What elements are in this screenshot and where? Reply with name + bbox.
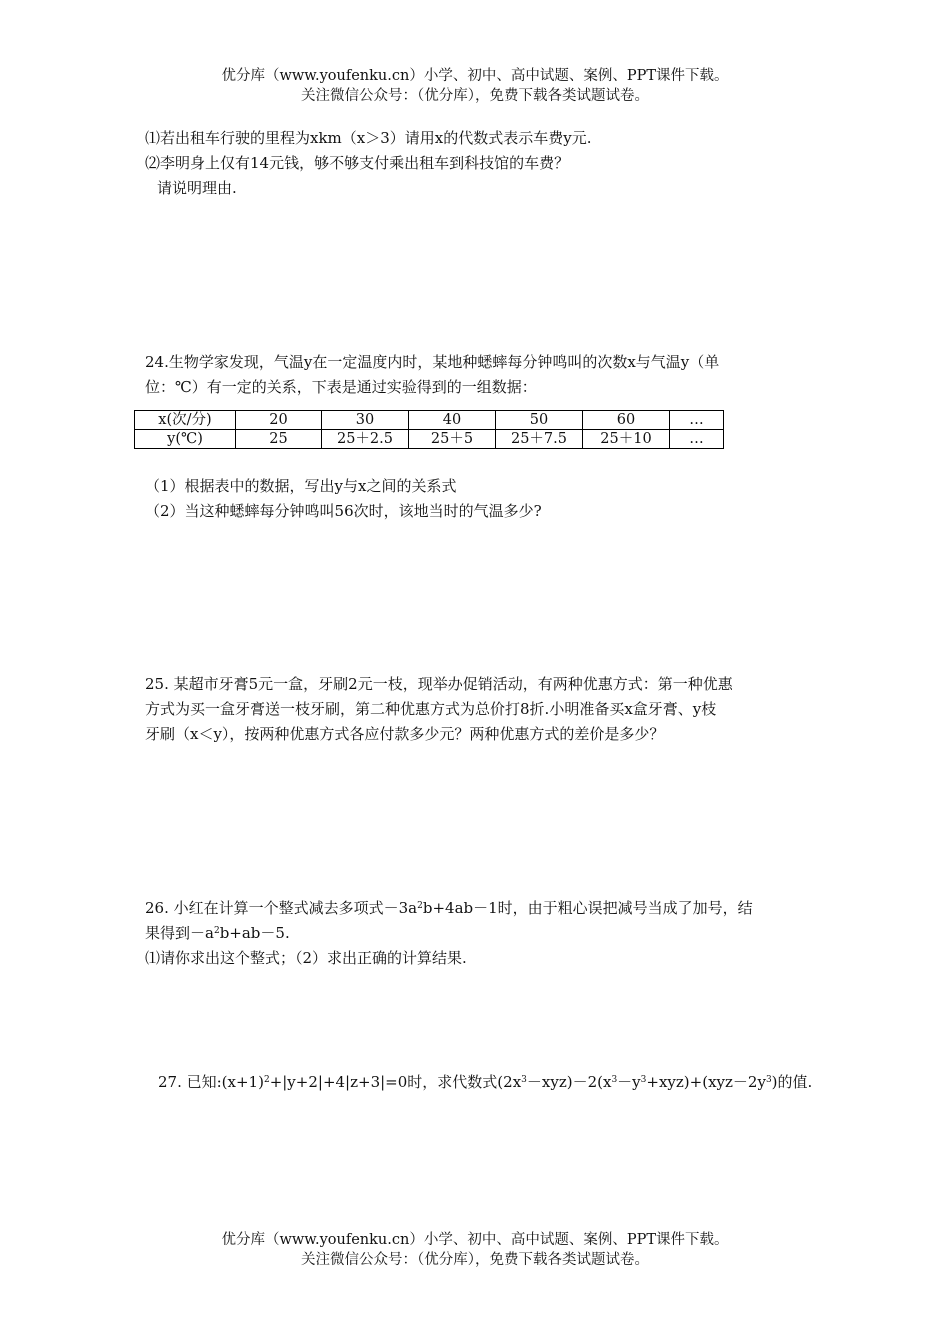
table-cell: 50 xyxy=(496,411,583,430)
data-table xyxy=(134,410,724,449)
question-24 xyxy=(145,350,810,400)
table-cell: … xyxy=(670,411,724,430)
footer-line-2: 关注微信公众号：（优分库），免费下载各类试题试卷。 xyxy=(301,1252,649,1268)
page-footer xyxy=(0,1230,950,1270)
q23-part-3: 请说明理由. xyxy=(157,179,237,197)
q24-line-2: 位：℃）有一定的关系，下表是通过实验得到的一组数据： xyxy=(145,378,537,396)
header-line-2: 关注微信公众号：（优分库），免费下载各类试题试卷。 xyxy=(301,88,649,104)
question-25 xyxy=(145,672,810,747)
q24-subquestions xyxy=(145,474,810,524)
q25-line-2: 方式为买一盒牙膏送一枝牙刷，第二种优惠方式为总价打8折.小明准备买x盒牙膏、y枝 xyxy=(145,700,717,718)
question-26 xyxy=(145,896,810,971)
q26-line-2: 果得到$-a^2b+ab-5$. xyxy=(145,924,290,942)
q23-part-1: ⑴若出租车行驶的里程为xkm（x＞3）请用x的代数式表示车费y元. xyxy=(145,129,592,147)
table-cell: 25＋7.5 xyxy=(496,430,583,449)
table-cell: 40 xyxy=(409,411,496,430)
table-cell: 25＋10 xyxy=(583,430,670,449)
table-cell: 25 xyxy=(236,430,322,449)
q24-line-1: 24.生物学家发现，气温y在一定温度内时，某地种蟋蟀每分钟鸣叫的次数x与气温y（单 xyxy=(145,353,720,371)
q27-line: 27. 已知$:(x+1)^2+|y+2|+4|z+3|=0$时，求代数式$(2x^3-xyz)-2(x^3-y^3+xyz)+(xyz-2y^3)$的值. xyxy=(158,1073,813,1091)
table-cell: 60 xyxy=(583,411,670,430)
table-cell: 20 xyxy=(236,411,322,430)
q25-line-1: 25. 某超市牙膏5元一盒，牙刷2元一枝，现举办促销活动，有两种优惠方式：第一种优惠 xyxy=(145,675,733,693)
table-row-y xyxy=(135,430,724,449)
table-cell: 30 xyxy=(322,411,409,430)
question-23 xyxy=(145,126,810,201)
header-line-1: 优分库（www.youfenku.cn）小学、初中、高中试题、案例、PPT课件下载。 xyxy=(221,68,729,84)
q26-line-1: 26. 小红在计算一个整式减去多项式$-3a^2b+4ab-1$时，由于粗心误把减号当成了加号，结 xyxy=(145,899,753,917)
footer-line-1: 优分库（www.youfenku.cn）小学、初中、高中试题、案例、PPT课件下载。 xyxy=(221,1232,729,1248)
q26-line-3: ⑴请你求出这个整式；（2）求出正确的计算结果. xyxy=(145,949,467,967)
table-row-x xyxy=(135,411,724,430)
table-cell: 25＋5 xyxy=(409,430,496,449)
q24-sub-2: （2）当这种蟋蟀每分钟鸣叫56次时，该地当时的气温多少? xyxy=(145,502,542,520)
q25-line-3: 牙刷（x＜y），按两种优惠方式各应付款多少元？两种优惠方式的差价是多少？ xyxy=(145,725,665,743)
table-cell: … xyxy=(670,430,724,449)
q24-sub-1: （1）根据表中的数据，写出y与x之间的关系式 xyxy=(145,477,457,495)
table-cell: 25＋2.5 xyxy=(322,430,409,449)
question-27 xyxy=(158,1070,823,1095)
table-cell: y(℃) xyxy=(135,430,236,449)
page-header xyxy=(0,66,950,106)
table-cell: x(次/分) xyxy=(135,411,236,430)
q23-part-2: ⑵李明身上仅有14元钱，够不够支付乘出租车到科技馆的车费？ xyxy=(145,154,570,172)
